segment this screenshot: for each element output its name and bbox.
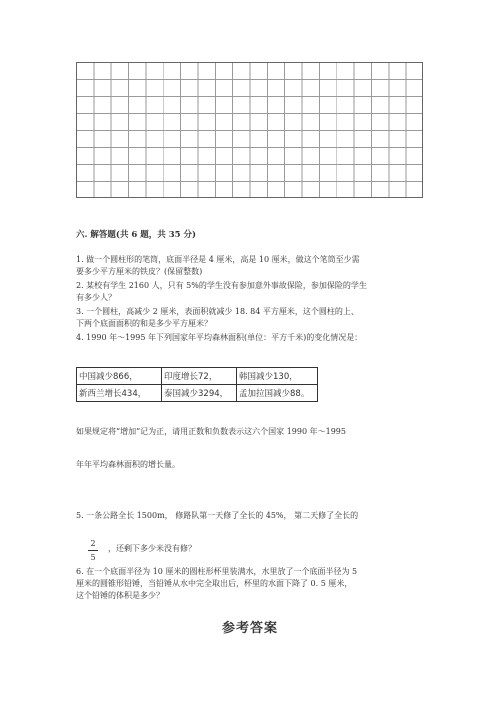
- table-cell: 印度增长72，: [162, 368, 237, 385]
- question-2-line-2: 有多少人？: [76, 293, 116, 302]
- question-6-line-2: 厘米的圆锥形铅锤，当铅锤从水中完全取出后，杯里的水面下降了 0. 5 厘米，: [76, 579, 353, 588]
- fraction-denominator: 5: [90, 553, 96, 562]
- table-cell: 中国减少866，: [77, 368, 162, 385]
- table-row: [77, 385, 318, 402]
- table-cell: 孟加拉国减少88。: [237, 385, 318, 402]
- table-row: [77, 368, 318, 385]
- question-1-line-1: 1. 做一个圆柱形的笔筒，底面半径是 4 厘米，高是 10 厘米，做这个笔筒至少需: [76, 255, 360, 264]
- question-3-line-2: 下两个底面面积的和是多少平方厘米？: [76, 319, 212, 328]
- table-cell: 新西兰增长434，: [77, 385, 162, 402]
- table-cell: 泰国减少3294，: [162, 385, 237, 402]
- fraction-two-fifths: [88, 538, 98, 563]
- forest-change-table: [76, 367, 318, 402]
- question-5-line-2: ，还剩下多少米没有修？: [108, 544, 196, 553]
- question-4-line: 4. 1990 年～1995 年下列国家年平均森林面积(单位：平方千米)的变化情况是：: [76, 333, 363, 342]
- question-4-continuation-2: 年年平均森林面积的增长量。: [76, 460, 180, 469]
- question-1-line-2: 要多少平方厘米的铁皮？(保留整数): [76, 267, 203, 276]
- question-6-line-3: 这个铅锤的体积是多少？: [76, 591, 164, 600]
- section-title: 六. 解答题(共 6 题，共 35 分): [76, 230, 197, 240]
- question-2-line-1: 2. 某校有学生 2160 人，只有 5%的学生没有参加意外事故保险，参加保险的学生: [76, 281, 367, 290]
- question-4-continuation-1: 如果规定将“增加”记为正，请用正数和负数表示这六个国家 1990 年～1995: [76, 427, 346, 436]
- fraction-bar: [88, 550, 98, 551]
- answer-key-title: 参考答案: [221, 621, 278, 636]
- question-3-line-1: 3. 一个圆柱，高减少 2 厘米，表面积就减少 18. 84 平方厘米，这个圆柱的上、: [76, 307, 359, 316]
- table-cell: 韩国减少130，: [237, 368, 318, 385]
- question-5-line-1: 5. 一条公路全长 1500m， 修路队第一天修了全长的 45%， 第二天修了全长的: [76, 511, 359, 520]
- question-6-line-1: 6. 在一个底面半径为 10 厘米的圆柱形杯里装满水，水里放了一个底面半径为 5: [76, 567, 358, 576]
- fraction-numerator: 2: [90, 539, 96, 548]
- writing-grid: [76, 62, 423, 198]
